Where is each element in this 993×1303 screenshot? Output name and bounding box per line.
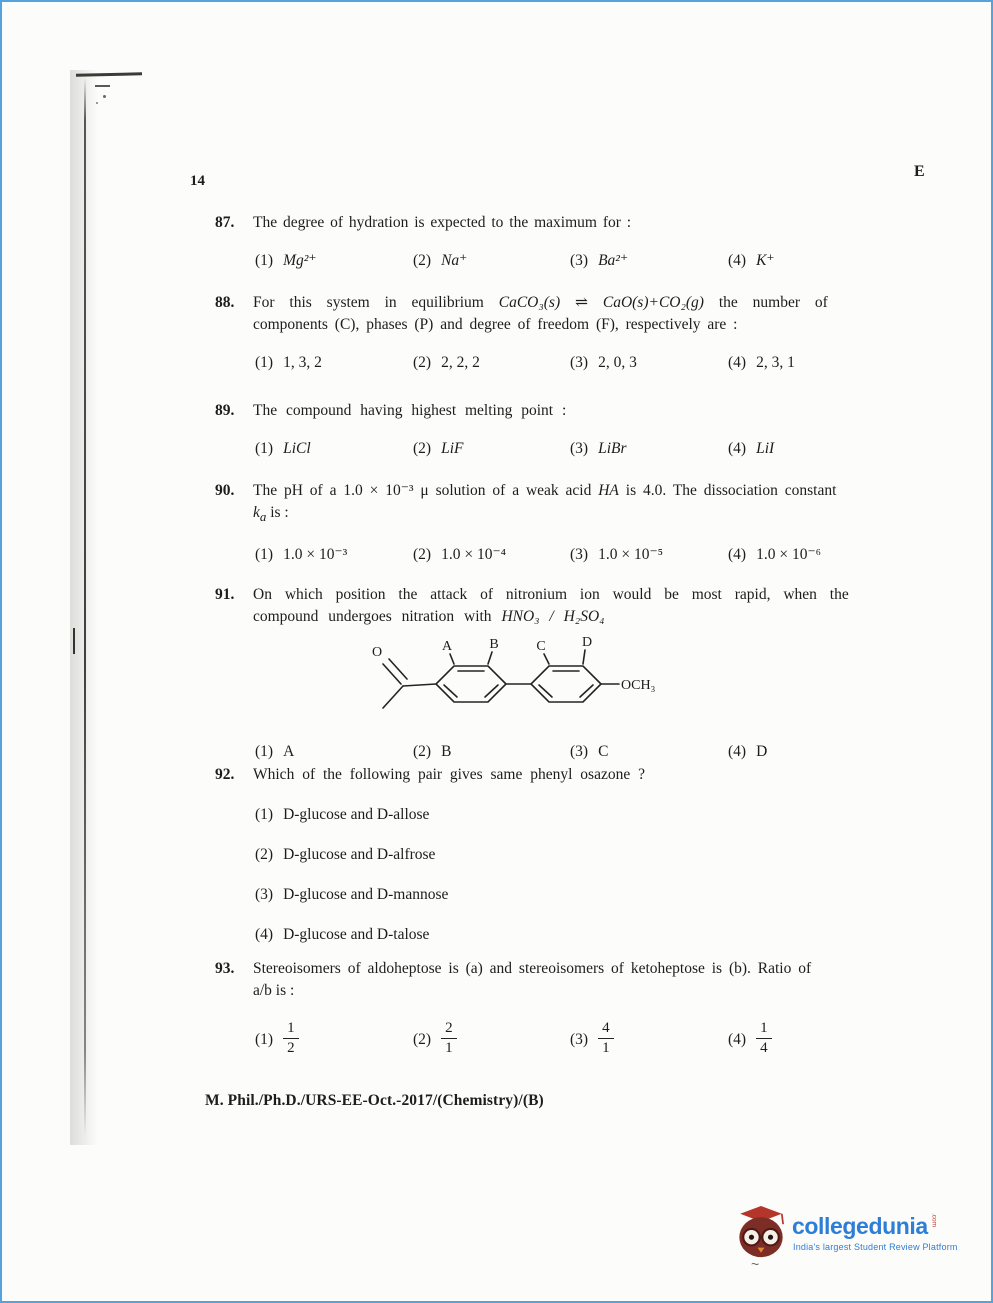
option-1 <box>255 804 925 826</box>
option-2 <box>413 544 570 566</box>
option-value: D <box>756 743 768 760</box>
scan-artifact-mark <box>73 628 75 654</box>
option-value: B <box>441 743 452 760</box>
options-stack <box>253 804 925 946</box>
option-label: (3) <box>570 252 589 269</box>
option-value: 2, 3, 1 <box>756 354 795 371</box>
biphenyl-structure-svg <box>341 634 671 734</box>
option-value: 1, 3, 2 <box>283 354 322 371</box>
question-number: 92. <box>215 766 235 783</box>
option-1 <box>255 741 413 763</box>
option-4 <box>728 741 925 763</box>
question-number: 90. <box>215 482 235 499</box>
option-4 <box>728 1020 925 1058</box>
option-label: (1) <box>255 354 274 371</box>
fraction <box>283 1020 299 1058</box>
option-value: 2, 0, 3 <box>598 354 637 371</box>
position-a-label: A <box>441 639 453 654</box>
option-4 <box>255 924 925 946</box>
question-number: 88. <box>215 294 235 311</box>
option-2 <box>413 1020 570 1058</box>
fraction <box>756 1020 772 1058</box>
options-row <box>253 438 925 460</box>
option-value: Na⁺ <box>441 252 468 269</box>
scan-artifact-tick <box>95 85 110 87</box>
option-3 <box>570 544 728 566</box>
option-1 <box>255 250 413 272</box>
option-value: Mg²⁺ <box>283 252 317 269</box>
option-2 <box>413 352 570 374</box>
question-text: $k_a$ is : <box>253 504 289 525</box>
option-1 <box>255 438 413 460</box>
question-text: For this system in equilibrium CaCO₃(s) ⇌ CaO(s)+CO₂(g) the number of <box>253 294 828 311</box>
option-value: D-glucose and D-allose <box>283 806 430 823</box>
fraction-denominator: 1 <box>602 1040 610 1057</box>
option-value: 1.0 × 10⁻³ <box>283 546 348 564</box>
logo-tagline: India's largest Student Review Platform <box>793 1242 958 1252</box>
option-label: (4) <box>728 354 747 371</box>
option-value: LiF <box>441 440 464 457</box>
logo-brand-text: collegedunia <box>792 1213 928 1239</box>
chemical-structure-diagram <box>341 634 925 741</box>
owl-mascot-icon <box>735 1204 787 1260</box>
option-value: D-glucose and D-alfrose <box>283 846 436 863</box>
fraction-denominator: 2 <box>287 1040 295 1057</box>
question-text: The degree of hydration is expected to the maximum for : <box>253 214 632 231</box>
option-3 <box>570 352 728 374</box>
option-label: (3) <box>570 1031 589 1049</box>
option-3 <box>570 250 728 272</box>
question-88 <box>215 292 925 374</box>
question-number: 89. <box>215 402 235 419</box>
option-4 <box>728 352 925 374</box>
option-1 <box>255 352 413 374</box>
fraction-numerator: 2 <box>441 1020 457 1039</box>
option-label: (4) <box>728 1031 747 1049</box>
option-label: (3) <box>570 440 589 457</box>
fraction-denominator: 1 <box>445 1040 453 1057</box>
options-row <box>253 352 925 374</box>
option-label: (1) <box>255 1031 274 1049</box>
option-3 <box>570 438 728 460</box>
question-90 <box>215 480 925 566</box>
fraction <box>598 1020 614 1058</box>
option-label: (3) <box>570 743 589 760</box>
question-89 <box>215 400 925 460</box>
collegedunia-watermark <box>735 1198 975 1278</box>
option-label: (2) <box>413 354 432 371</box>
page-number: 14 <box>190 173 205 189</box>
option-value: LiCl <box>283 440 311 457</box>
position-d-label: D <box>581 635 593 650</box>
option-label: (4) <box>728 546 747 564</box>
option-label: (1) <box>255 440 274 457</box>
option-value: K⁺ <box>756 252 775 269</box>
fraction-denominator: 4 <box>760 1040 768 1057</box>
question-87 <box>215 212 925 272</box>
option-label: (4) <box>728 743 747 760</box>
logo-suffix-text: .com <box>930 1213 938 1228</box>
question-text: Stereoisomers of aldoheptose is (a) and stereoisomers of ketoheptose is (b). Ratio of <box>253 960 812 977</box>
option-value: 1.0 × 10⁻⁴ <box>441 546 507 564</box>
option-label: (2) <box>413 1031 432 1049</box>
option-value: 1.0 × 10⁻⁵ <box>598 546 664 564</box>
option-value: D-glucose and D-talose <box>283 926 430 943</box>
question-number: 91. <box>215 586 235 603</box>
option-label: (4) <box>728 252 747 269</box>
question-text: The pH of a 1.0 × 10⁻³ μ solution of a weak acid HA is 4.0. The dissociation constant <box>253 482 837 499</box>
question-91 <box>215 584 925 763</box>
question-text: The compound having highest melting point : <box>253 402 567 419</box>
option-value: C <box>598 743 609 760</box>
scan-artifact-speck <box>103 95 106 98</box>
position-b-label: B <box>489 637 499 652</box>
option-4 <box>728 544 925 566</box>
option-label: (2) <box>255 846 274 863</box>
option-label: (1) <box>255 252 274 269</box>
option-label: (3) <box>255 886 274 903</box>
options-row <box>253 1020 925 1058</box>
question-93 <box>215 958 925 1058</box>
option-3 <box>255 884 925 906</box>
option-label: (2) <box>413 440 432 457</box>
position-c-label: C <box>536 639 546 654</box>
question-92 <box>215 764 925 946</box>
fraction <box>441 1020 457 1058</box>
options-row <box>253 741 925 763</box>
option-2 <box>413 250 570 272</box>
option-2 <box>255 844 925 866</box>
option-value: LiBr <box>598 440 627 457</box>
option-2 <box>413 438 570 460</box>
question-text: components (C), phases (P) and degree of freedom (F), respectively are : <box>253 316 738 333</box>
question-number: 87. <box>215 214 235 231</box>
option-2 <box>413 741 570 763</box>
option-label: (1) <box>255 546 274 564</box>
option-4 <box>728 250 925 272</box>
question-text: Which of the following pair gives same phenyl osazone ? <box>253 766 645 783</box>
question-text: On which position the attack of nitronium ion would be most rapid, when the <box>253 586 849 603</box>
methoxy-label: OCH₃ <box>621 678 656 693</box>
option-label: (3) <box>570 354 589 371</box>
scan-artifact-speck <box>96 102 98 104</box>
fraction-numerator: 1 <box>283 1020 299 1039</box>
option-3 <box>570 741 728 763</box>
carbonyl-oxygen-label: O <box>371 645 383 660</box>
option-value: A <box>283 743 295 760</box>
option-label: (3) <box>570 546 589 564</box>
option-4 <box>728 438 925 460</box>
option-value: 1.0 × 10⁻⁶ <box>756 546 822 564</box>
option-value: LiI <box>756 440 775 457</box>
option-value: 2, 2, 2 <box>441 354 480 371</box>
option-label: (2) <box>413 252 432 269</box>
question-number: 93. <box>215 960 235 977</box>
fraction-numerator: 4 <box>598 1020 614 1039</box>
option-label: (1) <box>255 743 274 760</box>
scan-artifact-binding-line <box>84 78 86 1136</box>
option-label: (4) <box>255 926 274 943</box>
option-label: (2) <box>413 546 432 564</box>
option-value: Ba²⁺ <box>598 252 629 269</box>
booklet-code-letter: E <box>914 163 925 180</box>
option-1 <box>255 1020 413 1058</box>
paper-code-footer: M. Phil./Ph.D./URS-EE-Oct.-2017/(Chemistry)/(B) <box>205 1092 544 1109</box>
option-label: (2) <box>413 743 432 760</box>
question-text: compound undergoes nitration with HNO₃ / H₂SO₄ <box>253 608 605 625</box>
question-text: a/b is : <box>253 982 295 999</box>
option-label: (1) <box>255 806 274 823</box>
scan-artifact-tilde: ~ <box>751 1256 760 1272</box>
scan-artifact-tick <box>76 72 142 76</box>
option-1 <box>255 544 413 566</box>
option-value: D-glucose and D-mannose <box>283 886 449 903</box>
options-row <box>253 250 925 272</box>
option-label: (4) <box>728 440 747 457</box>
option-3 <box>570 1020 728 1058</box>
fraction-numerator: 1 <box>756 1020 772 1039</box>
options-row <box>253 544 925 566</box>
